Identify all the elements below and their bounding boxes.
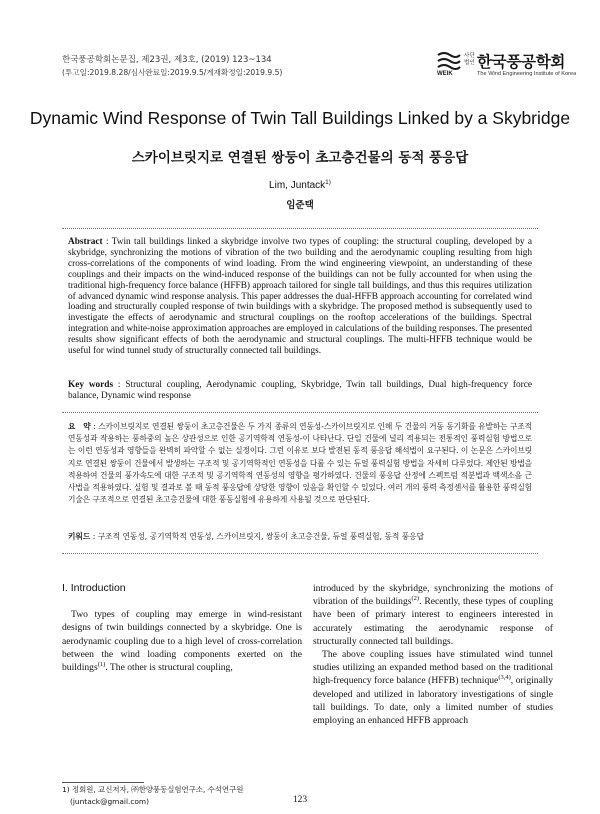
section-heading: I. Introduction [62,582,126,594]
keywords-korean-text: : 구조적 연동성, 공기역학적 연동성, 스카이브릿지, 쌍둥이 초고층건물, 듀얼 풍력실험, 동적 풍응답 [90,532,425,541]
author-name: Lim, Juntack [269,180,326,191]
abstract-korean-text: : 스카이브릿지로 연결된 쌍둥이 초고층건물은 두 가지 종류의 연동성-스카이브릿지로 인해 두 건물의 거동 동기화를 유발하는 구조적 연동성과 작용하는 풍하중의 높은 상관성으로 인한 공기역학적 연동성-이 나타난다. 단일 건물에 널리 적용되는 전통적인 풍력실험 방법으로는 이런 연동성과 영향들을 완벽히 파악할 수 없는 실정이다. 그런 이유로 보다 발전된 동적 풍응답 해석법이 요구된다. 이 논문은 스카이브릿지로 연결된 쌍둥이 건물에서 발생하는 구조적 및 공기역학적인 연동성을 다룰 수 있는 듀얼 풍력실험 방법을 자세히 다루었다. 제안된 방법을 적용하여 건물의 풍가속도에 대한 구조적 및 공기역학적 연동성의 영향을 평가하였다. 건물의 풍응답 산정에 스펙트럼 적분법과 백색소음 근사법을 적용하였다. 실험 및 결과로 볼 때 동적 풍응답에 상당한 영향이 있음을 확인할 수 있었다. 여러 개의 풍력 측정센서를 활용한 풍력실험 기술은 구조적으로 연결된 초고층건물에 대한 풍동실험에 유용하게 사용될 것으로 판단된다. [68,422,533,505]
logo-corporation-label: 사단법인 [464,53,475,66]
citation-ref: (2) [411,595,420,603]
intro-paragraph-2-text: The above coupling issues have stimulated wind tunnel studies utilizing an expanded method based on the traditional high-frequency force balance (HFFB) technique [313,649,553,687]
submission-dates: (투고일:2019.8.28/심사완료일:2019.9.5/게재확정일:2019.9.5) [62,68,283,77]
author-korean: 임준택 [286,200,314,211]
intro-paragraph-2 [313,648,553,727]
body-right-column [313,582,553,727]
keywords-text: : Structural coupling, Aerodynamic coupling, Skybridge, Twin tall buildings, Dual high-frequency force balance, Dynamic wind response [68,380,532,401]
logo-english-name: The Wind Engineering Institute of Korea [477,71,577,77]
keywords-korean [68,531,532,543]
intro-paragraph-1-continued [313,582,553,648]
page-number: 123 [292,795,308,805]
intro-continued-text: introduced by the skybridge, synchronizing the motions of vibration of the buildings [313,583,553,608]
journal-citation: 한국풍공학회논문집, 제23권, 제3호, (2019) 123~134 [62,55,272,65]
logo-society-name: 한국풍공학회 [477,53,566,71]
society-logo [436,50,577,82]
citation-ref: (3,4) [498,674,511,682]
author-affiliation-mark: 1) [325,179,331,186]
intro-paragraph-1-text: Two types of coupling may emerge in wind-resistant designs of twin buildings connected by a skybridge. One is aerodynamic coupling due to a high level of cross-correlation between the wind loading components exerted on the buildings [62,609,302,674]
intro-paragraph-2-tail: , originally developed and utilized in laboratory investigations of single tall buildings. To date, only a limited number of studies employing an enhanced HFFB approach [313,675,553,727]
abstract-text: : Twin tall buildings linked a skybridge involve two types of coupling: the structural coupling, developed by a skybridge, synchronizing the motions of vibration of the two building and the aerodynamic coupling resulting from high cross-correlations of the components of wind loading. From the wind engineering viewpoint, an understanding of these couplings and their impacts on the wind-induced response of the buildings can not be fully accounted for when using the traditional high-frequency force balance (HFFB) approach tailored for single tall buildings, and thus this requires utilization of advanced dynamic wind response analysis. This paper addresses the dual-HFFB approach accounting for correlated wind loading and structurally coupled response of twin buildings with a skybridge. The proposed method is subsequently used to investigate the effects of aerodynamic and structural couplings on the rooftop accelerations of the buildings. Spectral integration and white-noise approximation approaches are employed in calculations of the building responses. The presented results show significant effects of both the aerodynamic and structural couplings. The multi-HFFB technique would be useful for wind tunnel study of structurally connected tall buildings. [68,237,532,357]
keywords [68,380,532,402]
abstract-korean-label: 요 약 [68,422,91,431]
citation-ref: (1) [97,661,106,669]
body-left-column [62,582,302,674]
intro-paragraph-1 [62,608,302,674]
abstract-bottom-divider [62,553,538,554]
paper-title-korean: 스카이브릿지로 연결된 쌍둥이 초고층건물의 동적 풍응답 [131,150,469,166]
author-english [0,179,600,191]
footnote-affiliation: 1) 정회원, 교신저자, ㈜한양풍동실험연구소, 수석연구원 [62,785,244,794]
abstract-korean [68,421,532,506]
weik-logo-icon [436,51,462,71]
intro-paragraph-1-tail: . The other is structural coupling, [105,662,233,674]
keywords-korean-label: 키워드 [68,532,91,541]
abstract [68,237,532,357]
intro-continued-tail: . Recently, these types of coupling have been of primary interest to engineers interested in accurately estimating the aerodynamic response of structurally connected tall buildings. [313,596,553,647]
abstract-label: Abstract [68,237,103,247]
footnote-email: (juntack@gmail.com) [70,796,150,806]
footnote-divider [62,782,144,783]
keywords-label: Key words [68,380,114,390]
paper-title-english: Dynamic Wind Response of Twin Tall Buildings Linked by a Skybridge [29,108,571,128]
abstract-top-divider [62,228,538,229]
logo-abbreviation: WEIK [437,71,453,77]
abstract-middle-divider [62,412,538,413]
